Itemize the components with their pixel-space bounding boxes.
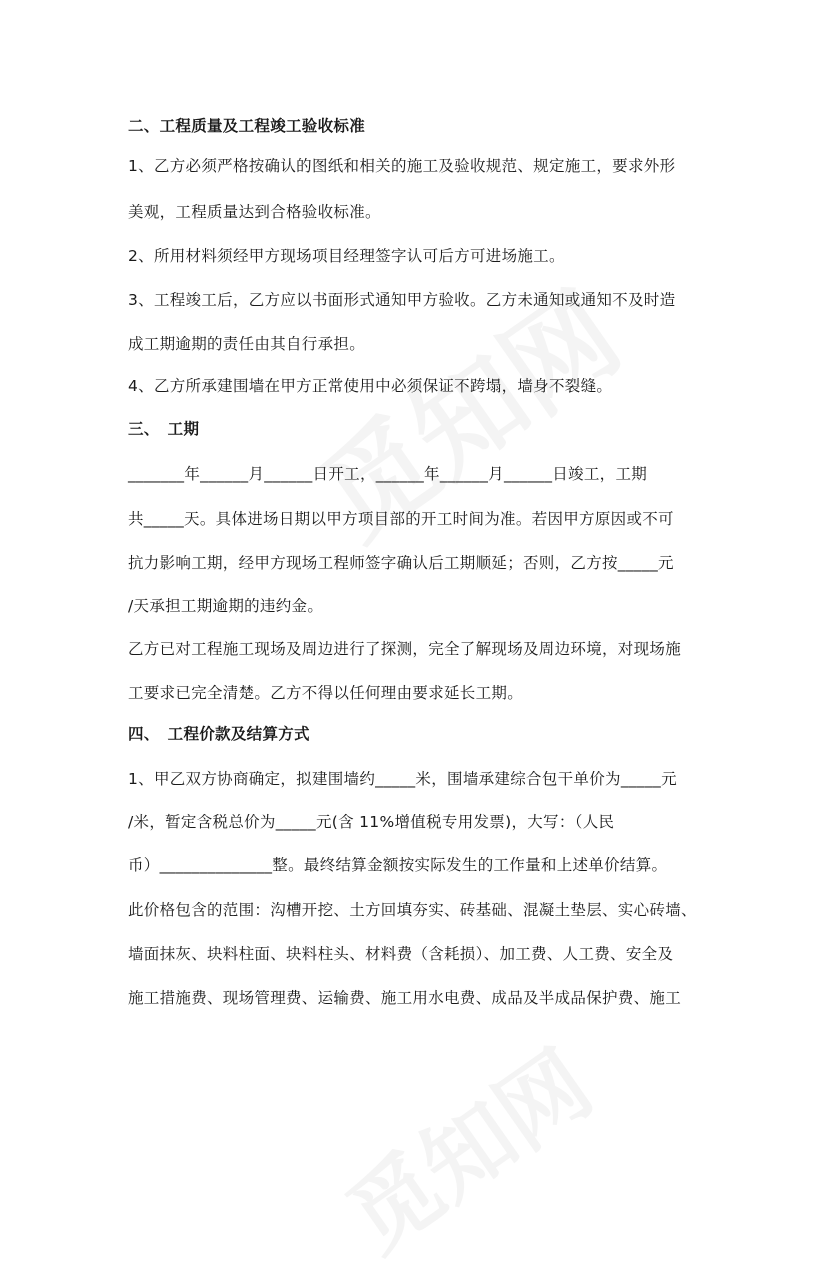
paragraph-line: /天承担工期逾期的违约金。	[128, 597, 324, 615]
paragraph-line: 4、乙方所承建围墙在甲方正常使用中必须保证不跨塌，墙身不裂缝。	[128, 377, 613, 395]
paragraph-line: /米，暂定含税总价为_____元(含 11%增值税专用发票)，大写：（人民	[128, 813, 615, 831]
paragraph-line: 墙面抹灰、块料柱面、块料柱头、材料费（含耗损）、加工费、人工费、安全及	[128, 945, 674, 963]
section-heading-price: 四、 工程价款及结算方式	[128, 725, 310, 743]
paragraph-line: 成工期逾期的责任由其自行承担。	[128, 335, 366, 353]
paragraph-line: 3、工程竣工后，乙方应以书面形式通知甲方验收。乙方未通知或通知不及时造	[128, 291, 676, 309]
paragraph-line: 币）______________整。最终结算金额按实际发生的工作量和上述单价结算。	[128, 856, 668, 874]
paragraph-line: 工要求已完全清楚。乙方不得以任何理由要求延长工期。	[128, 684, 524, 702]
paragraph-line: 美观，工程质量达到合格验收标准。	[128, 203, 381, 221]
section-heading-schedule: 三、 工期	[128, 420, 200, 438]
section-heading-quality: 二、工程质量及工程竣工验收标准	[128, 117, 366, 135]
watermark-text	[317, 1014, 613, 1275]
paragraph-line: 此价格包含的范围：沟槽开挖、土方回填夯实、砖基础、混凝土垫层、实心砖墙、	[128, 901, 697, 919]
paragraph-line: 共_____天。具体进场日期以甲方项目部的开工时间为准。若因甲方原因或不可	[128, 510, 674, 528]
paragraph-line: _______年______月______日开工，______年______月______日竣工，工期	[128, 465, 648, 483]
paragraph-line: 2、所用材料须经甲方现场项目经理签字认可后方可进场施工。	[128, 247, 565, 265]
paragraph-line: 乙方已对工程施工现场及周边进行了探测，完全了解现场及周边环境，对现场施	[128, 640, 682, 658]
paragraph-line: 施工措施费、现场管理费、运输费、施工用水电费、成品及半成品保护费、施工	[128, 989, 682, 1007]
paragraph-line: 1、甲乙双方协商确定，拟建围墙约_____米，围墙承建综合包干单价为_____元	[128, 770, 677, 788]
paragraph-line: 1、乙方必须严格按确认的图纸和相关的施工及验收规范、规定施工，要求外形	[128, 157, 676, 175]
paragraph-line: 抗力影响工期，经甲方现场工程师签字确认后工期顺延；否则，乙方按_____元	[128, 554, 674, 572]
